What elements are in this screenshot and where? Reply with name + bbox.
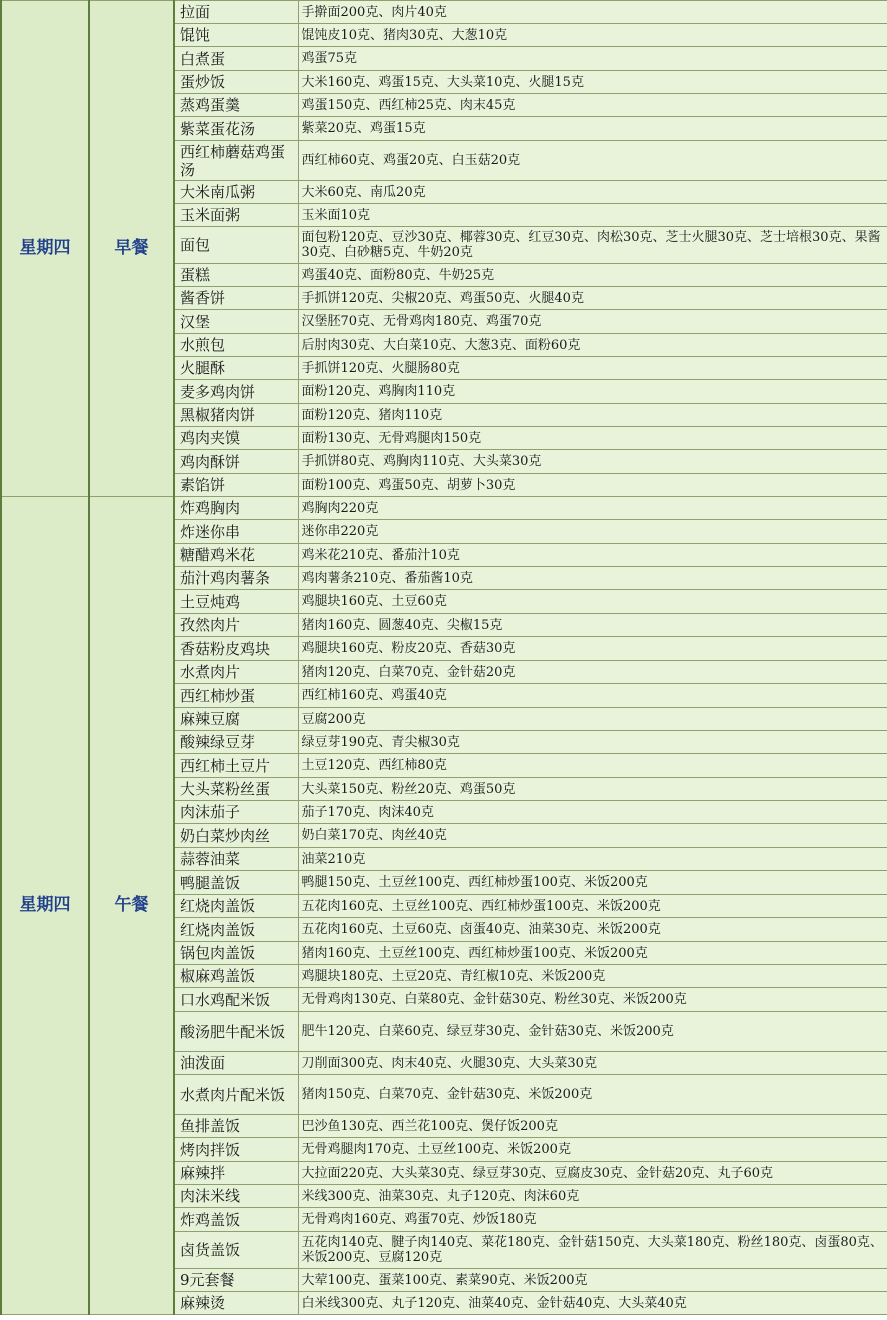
dish-name-cell: 肉沫米线	[174, 1185, 298, 1208]
dish-name-cell: 拉面	[174, 1, 298, 24]
ingredients-cell: 猪肉160克、圆葱40克、尖椒15克	[298, 614, 887, 637]
dish-name-cell: 锅包肉盖饭	[174, 942, 298, 965]
ingredients-cell: 奶白菜170克、肉丝40克	[298, 824, 887, 848]
dish-name-cell: 麦多鸡肉饼	[174, 380, 298, 404]
dish-name-cell: 烤肉拌饭	[174, 1138, 298, 1162]
ingredients-cell: 油菜210克	[298, 848, 887, 871]
dish-name-cell: 西红柿土豆片	[174, 754, 298, 778]
dish-name-cell: 大米南瓜粥	[174, 181, 298, 204]
dish-name-cell: 面包	[174, 227, 298, 264]
dish-name-cell: 奶白菜炒肉丝	[174, 824, 298, 848]
ingredients-cell: 鸭腿150克、土豆丝100克、西红柿炒蛋100克、米饭200克	[298, 871, 887, 895]
ingredients-cell: 白米线300克、丸子120克、油菜40克、金针菇40克、大头菜40克	[298, 1292, 887, 1315]
ingredients-cell: 鸡肉薯条210克、番茄酱10克	[298, 567, 887, 590]
dish-name-cell: 蒜蓉油菜	[174, 848, 298, 871]
dish-name-cell: 口水鸡配米饭	[174, 988, 298, 1012]
ingredients-cell: 五花肉160克、土豆丝100克、西红柿炒蛋100克、米饭200克	[298, 895, 887, 918]
dish-name-cell: 西红柿炒蛋	[174, 684, 298, 708]
ingredients-cell: 手擀面200克、肉片40克	[298, 1, 887, 24]
dish-name-cell: 麻辣豆腐	[174, 708, 298, 731]
dish-name-cell: 红烧肉盖饭	[174, 895, 298, 918]
ingredients-cell: 汉堡胚70克、无骨鸡肉180克、鸡蛋70克	[298, 310, 887, 334]
dish-name-cell: 糖醋鸡米花	[174, 544, 298, 567]
ingredients-cell: 肥牛120克、白菜60克、绿豆芽30克、金针菇30克、米饭200克	[298, 1012, 887, 1052]
ingredients-cell: 大头菜150克、粉丝20克、鸡蛋50克	[298, 778, 887, 801]
ingredients-cell: 鸡腿块160克、土豆60克	[298, 590, 887, 614]
day-cell: 星期四	[1, 1, 89, 497]
meal-cell: 午餐	[89, 497, 174, 1315]
ingredients-cell: 绿豆芽190克、青尖椒30克	[298, 731, 887, 754]
ingredients-cell: 五花肉160克、土豆60克、卤蛋40克、油菜30克、米饭200克	[298, 918, 887, 942]
dish-name-cell: 鱼排盖饭	[174, 1115, 298, 1138]
ingredients-cell: 手抓饼80克、鸡胸肉110克、大头菜30克	[298, 450, 887, 474]
dish-name-cell: 蛋糕	[174, 264, 298, 287]
dish-name-cell: 椒麻鸡盖饭	[174, 965, 298, 988]
dish-name-cell: 玉米面粥	[174, 204, 298, 227]
dish-name-cell: 黑椒猪肉饼	[174, 404, 298, 427]
ingredients-cell: 巴沙鱼130克、西兰花100克、煲仔饭200克	[298, 1115, 887, 1138]
ingredients-cell: 鸡腿块160克、粉皮20克、香菇30克	[298, 637, 887, 661]
dish-name-cell: 水煮肉片	[174, 661, 298, 684]
dish-name-cell: 肉沫茄子	[174, 801, 298, 824]
dish-name-cell: 酸汤肥牛配米饭	[174, 1012, 298, 1052]
ingredients-cell: 鸡胸肉220克	[298, 497, 887, 520]
dish-name-cell: 大头菜粉丝蛋	[174, 778, 298, 801]
dish-name-cell: 酱香饼	[174, 287, 298, 310]
ingredients-cell: 西红柿60克、鸡蛋20克、白玉菇20克	[298, 141, 887, 181]
ingredients-cell: 土豆120克、西红柿80克	[298, 754, 887, 778]
dish-name-cell: 茄汁鸡肉薯条	[174, 567, 298, 590]
dish-name-cell: 油泼面	[174, 1052, 298, 1075]
ingredients-cell: 紫菜20克、鸡蛋15克	[298, 117, 887, 141]
menu-row	[1, 1, 887, 24]
ingredients-cell: 茄子170克、肉沫40克	[298, 801, 887, 824]
ingredients-cell: 大米60克、南瓜20克	[298, 181, 887, 204]
dish-name-cell: 汉堡	[174, 310, 298, 334]
ingredients-cell: 面粉100克、鸡蛋50克、胡萝卜30克	[298, 474, 887, 497]
ingredients-cell: 面包粉120克、豆沙30克、椰蓉30克、红豆30克、肉松30克、芝士火腿30克、芝士培根30克、果酱30克、白砂糖5克、牛奶20克	[298, 227, 887, 264]
dish-name-cell: 蒸鸡蛋羹	[174, 94, 298, 117]
dish-name-cell: 白煮蛋	[174, 47, 298, 71]
dish-name-cell: 9元套餐	[174, 1269, 298, 1292]
dish-name-cell: 炸迷你串	[174, 520, 298, 544]
dish-name-cell: 鸡肉酥饼	[174, 450, 298, 474]
dish-name-cell: 红烧肉盖饭	[174, 918, 298, 942]
ingredients-cell: 大米160克、鸡蛋15克、大头菜10克、火腿15克	[298, 71, 887, 94]
dish-name-cell: 炸鸡胸肉	[174, 497, 298, 520]
ingredients-cell: 刀削面300克、肉末40克、火腿30克、大头菜30克	[298, 1052, 887, 1075]
ingredients-cell: 鸡蛋75克	[298, 47, 887, 71]
dish-name-cell: 紫菜蛋花汤	[174, 117, 298, 141]
dish-name-cell: 酸辣绿豆芽	[174, 731, 298, 754]
dish-name-cell: 火腿酥	[174, 357, 298, 380]
dish-name-cell: 鸭腿盖饭	[174, 871, 298, 895]
menu-body	[1, 1, 887, 1315]
dish-name-cell: 蛋炒饭	[174, 71, 298, 94]
dish-name-cell: 卤货盖饭	[174, 1232, 298, 1269]
ingredients-cell: 馄饨皮10克、猪肉30克、大葱10克	[298, 24, 887, 47]
ingredients-cell: 五花肉140克、腱子肉140克、菜花180克、金针菇150克、大头菜180克、粉丝180克、卤蛋80克、米饭200克、豆腐120克	[298, 1232, 887, 1269]
ingredients-cell: 鸡米花210克、番茄汁10克	[298, 544, 887, 567]
ingredients-cell: 手抓饼120克、火腿肠80克	[298, 357, 887, 380]
ingredients-cell: 鸡蛋40克、面粉80克、牛奶25克	[298, 264, 887, 287]
ingredients-cell: 猪肉120克、白菜70克、金针菇20克	[298, 661, 887, 684]
ingredients-cell: 西红柿160克、鸡蛋40克	[298, 684, 887, 708]
dish-name-cell: 馄饨	[174, 24, 298, 47]
dish-name-cell: 麻辣烫	[174, 1292, 298, 1315]
ingredients-cell: 玉米面10克	[298, 204, 887, 227]
dish-name-cell: 西红柿蘑菇鸡蛋汤	[174, 141, 298, 181]
ingredients-cell: 面粉120克、猪肉110克	[298, 404, 887, 427]
ingredients-cell: 鸡腿块180克、土豆20克、青红椒10克、米饭200克	[298, 965, 887, 988]
ingredients-cell: 面粉120克、鸡胸肉110克	[298, 380, 887, 404]
ingredients-cell: 无骨鸡肉160克、鸡蛋70克、炒饭180克	[298, 1208, 887, 1232]
ingredients-cell: 豆腐200克	[298, 708, 887, 731]
dish-name-cell: 孜然肉片	[174, 614, 298, 637]
ingredients-cell: 手抓饼120克、尖椒20克、鸡蛋50克、火腿40克	[298, 287, 887, 310]
menu-row	[1, 497, 887, 520]
ingredients-cell: 猪肉160克、土豆丝100克、西红柿炒蛋100克、米饭200克	[298, 942, 887, 965]
ingredients-cell: 大拉面220克、大头菜30克、绿豆芽30克、豆腐皮30克、金针菇20克、丸子60克	[298, 1162, 887, 1185]
ingredients-cell: 鸡蛋150克、西红柿25克、肉末45克	[298, 94, 887, 117]
day-cell: 星期四	[1, 497, 89, 1315]
ingredients-cell: 米线300克、油菜30克、丸子120克、肉沫60克	[298, 1185, 887, 1208]
ingredients-cell: 猪肉150克、白菜70克、金针菇30克、米饭200克	[298, 1075, 887, 1115]
ingredients-cell: 无骨鸡腿肉170克、土豆丝100克、米饭200克	[298, 1138, 887, 1162]
dish-name-cell: 鸡肉夹馍	[174, 427, 298, 450]
meal-cell: 早餐	[89, 1, 174, 497]
ingredients-cell: 迷你串220克	[298, 520, 887, 544]
ingredients-cell: 后肘肉30克、大白菜10克、大葱3克、面粉60克	[298, 334, 887, 357]
dish-name-cell: 水煎包	[174, 334, 298, 357]
dish-name-cell: 水煮肉片配米饭	[174, 1075, 298, 1115]
ingredients-cell: 面粉130克、无骨鸡腿肉150克	[298, 427, 887, 450]
dish-name-cell: 炸鸡盖饭	[174, 1208, 298, 1232]
dish-name-cell: 麻辣拌	[174, 1162, 298, 1185]
dish-name-cell: 香菇粉皮鸡块	[174, 637, 298, 661]
dish-name-cell: 土豆炖鸡	[174, 590, 298, 614]
ingredients-cell: 大荤100克、蛋菜100克、素菜90克、米饭200克	[298, 1269, 887, 1292]
dish-name-cell: 素馅饼	[174, 474, 298, 497]
ingredients-cell: 无骨鸡肉130克、白菜80克、金针菇30克、粉丝30克、米饭200克	[298, 988, 887, 1012]
